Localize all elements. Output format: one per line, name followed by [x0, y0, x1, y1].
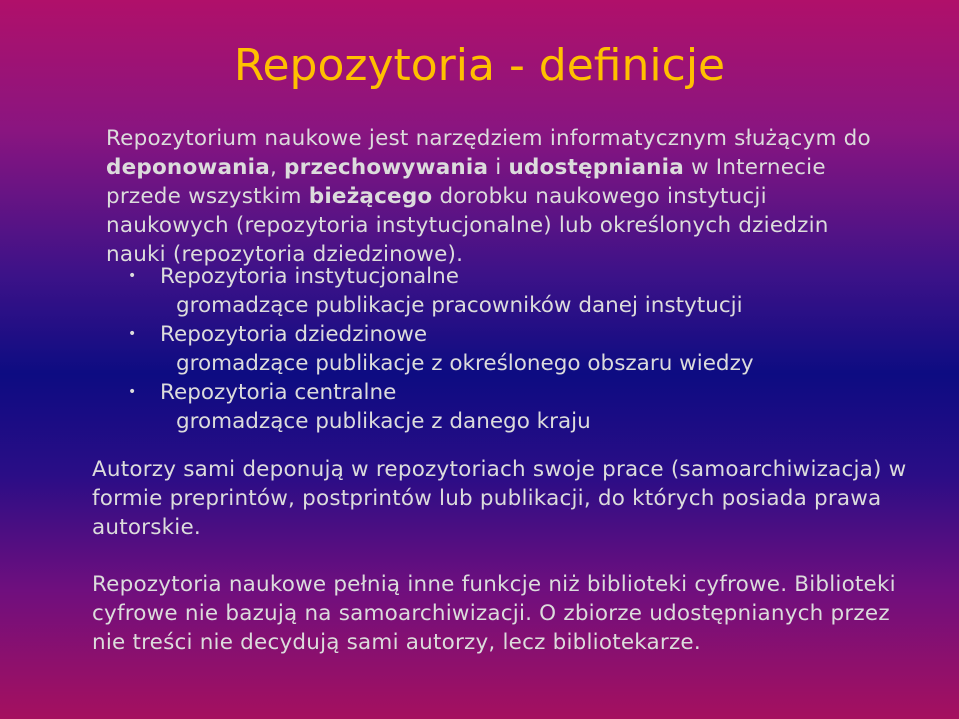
- slide-title: Repozytoria - definicje: [233, 40, 726, 91]
- repository-type-name: Repozytoria dziedzinowe: [160, 322, 428, 347]
- repository-type-description: gromadzące publikacje z określonego obszaru wiedzy: [176, 351, 754, 376]
- definition-bold-deponowania: deponowania: [106, 155, 270, 180]
- definition-text: ,: [269, 155, 285, 180]
- repository-type-item: [128, 262, 828, 320]
- self-archiving-paragraph: Autorzy sami deponują w repozytoriach swoje prace (samoarchiwizacja) w formie preprintów, postprintów lub publikacji, do których posiada prawa autorskie.: [92, 457, 907, 540]
- definition-text: i: [488, 155, 509, 180]
- bullet-icon: •: [128, 268, 137, 284]
- repository-type-item: [128, 320, 828, 378]
- definition-bold-biezacego: bieżącego: [308, 184, 433, 209]
- digital-libraries-paragraph: Repozytoria naukowe pełnią inne funkcje niż biblioteki cyfrowe. Biblioteki cyfrowe nie bazują na samoarchiwizacji. O zbiorze udostępnianych przez nie treści nie decydują sami autorzy, lecz bibliotekarze.: [92, 572, 896, 655]
- repository-types-list: [128, 262, 828, 436]
- bullet-icon: •: [128, 326, 137, 342]
- definition-paragraph: [106, 124, 886, 269]
- repository-type-item: [128, 378, 828, 436]
- repository-type-description: gromadzące publikacje z danego kraju: [176, 409, 591, 434]
- bullet-icon: •: [128, 384, 137, 400]
- repository-type-description: gromadzące publikacje pracowników danej instytucji: [176, 293, 743, 318]
- definition-text: w Internecie przede wszystkim: [106, 155, 826, 209]
- definition-bold-udostepniania: udostępniania: [508, 155, 684, 180]
- repository-type-name: Repozytoria centralne: [160, 380, 397, 405]
- definition-text: Repozytorium naukowe jest narzędziem informatycznym służącym do: [106, 126, 871, 151]
- definition-text: dorobku naukowego instytucji naukowych (repozytoria instytucjonalne) lub określonych dziedzin nauki (repozytoria dziedzinowe).: [106, 184, 829, 267]
- definition-bold-przechowywania: przechowywania: [284, 155, 489, 180]
- repository-type-name: Repozytoria instytucjonalne: [160, 264, 460, 289]
